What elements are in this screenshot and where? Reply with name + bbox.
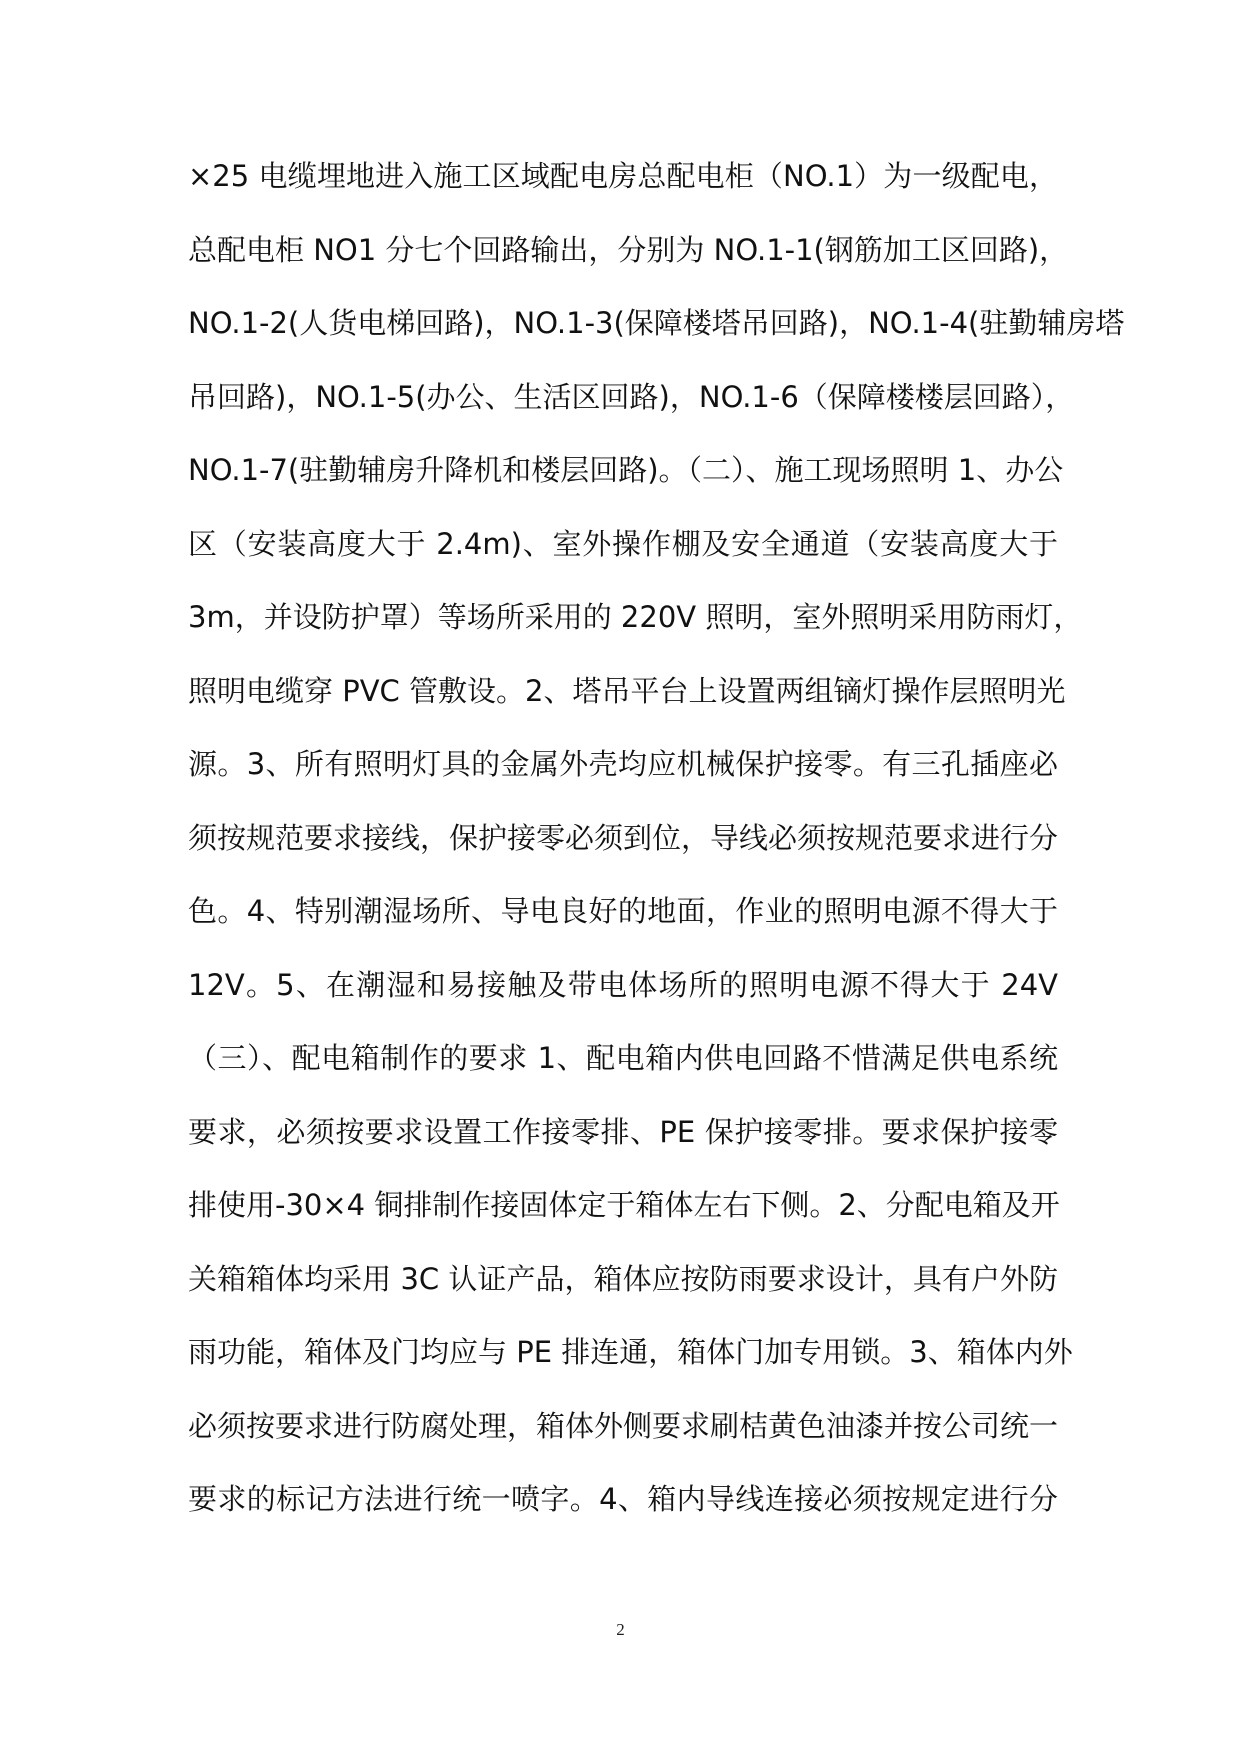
text-line: NO.1-7(驻勤辅房升降机和楼层回路)。（二）、施工现场照明 1、办公: [188, 453, 1064, 487]
text-line: NO.1-2(人货电梯回路)，NO.1-3(保障楼塔吊回路)，NO.1-4(驻勤辅房塔: [188, 306, 1125, 340]
text-line: 须按规范要求接线，保护接零必须到位，导线必须按规范要求进行分: [188, 820, 1059, 855]
text-line: 总配电柜 NO1 分七个回路输出，分别为 NO.1-1(钢筋加工区回路)，: [188, 232, 1069, 267]
text-line: 排使用-30×4 铜排制作接固体定于箱体左右下侧。2、分配电箱及开: [188, 1188, 1060, 1222]
text-line: 雨功能，箱体及门均应与 PE 排连通，箱体门加专用锁。3、箱体内外: [188, 1335, 1073, 1369]
page-number: 2: [616, 1620, 625, 1639]
text-line: ×25 电缆埋地进入施工区域配电房总配电柜（NO.1）为一级配电，: [188, 159, 1058, 193]
text-line: 照明电缆穿 PVC 管敷设。2、塔吊平台上设置两组镝灯操作层照明光: [188, 673, 1066, 708]
body-text: [188, 146, 1125, 1543]
text-line: （三）、配电箱制作的要求 1、配电箱内供电回路不惜满足供电系统: [188, 1041, 1058, 1075]
text-line: 必须按要求进行防腐处理，箱体外侧要求刷桔黄色油漆并按公司统一: [188, 1408, 1059, 1443]
text-line: 关箱箱体均采用 3C 认证产品，箱体应按防雨要求设计，具有户外防: [188, 1261, 1058, 1296]
text-line: 色。4、特别潮湿场所、导电良好的地面，作业的照明电源不得大于: [188, 894, 1058, 928]
text-line: 要求的标记方法进行统一喷字。4、箱内导线连接必须按规定进行分: [188, 1482, 1058, 1516]
text-line: 区（安装高度大于 2.4m)、室外操作棚及安全通道（安装高度大于: [188, 526, 1058, 561]
text-line: 3m，并设防护罩）等场所采用的 220V 照明，室外照明采用防雨灯，: [188, 600, 1083, 634]
text-line: 12V。5、在潮湿和易接触及带电体场所的照明电源不得大于 24V: [188, 967, 1058, 1002]
text-line: 吊回路)，NO.1-5(办公、生活区回路)，NO.1-6（保障楼楼层回路），: [188, 379, 1075, 414]
text-line: 源。3、所有照明灯具的金属外壳均应机械保护接零。有三孔插座必: [188, 747, 1058, 781]
text-line: 要求，必须按要求设置工作接零排、PE 保护接零排。要求保护接零: [188, 1114, 1058, 1149]
